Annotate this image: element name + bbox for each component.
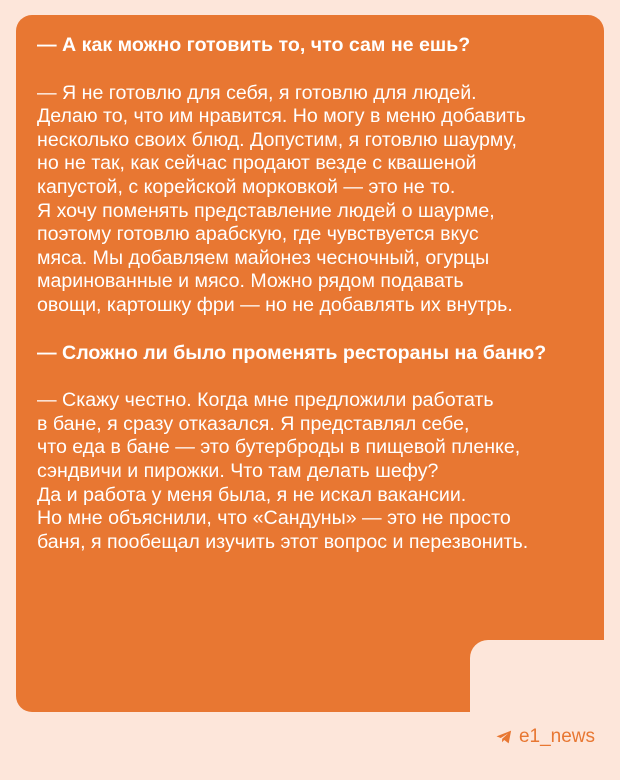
answer-1 [37,82,597,318]
channel-handle: e1_news [518,726,596,747]
answer-2-line: баня, я пообещал изучить этот вопрос и перезвонить. [37,530,529,553]
answer-2-line: Да и работа у меня была, я не искал вакансии. [37,483,467,506]
channel-badge[interactable] [470,712,620,762]
answer-2-line: в бане, я сразу отказался. Я представлял себе, [37,412,470,435]
interview-content [37,34,597,554]
answer-2-line: что еда в бане — это бутерброды в пищевой пленке, [37,436,521,459]
answer-1-line: капустой, с корейской морковкой — это не то. [37,175,456,198]
answer-1-line: овощи, картошку фри — но не добавлять их внутрь. [37,293,513,316]
answer-1-line: мяса. Мы добавляем майонез чесночный, огурцы [37,246,490,269]
answer-2-line: сэндвичи и пирожки. Что там делать шефу? [37,459,439,482]
answer-2-line: — Скажу честно. Когда мне предложили работать [37,389,494,412]
question-2: — Сложно ли было променять рестораны на баню? [37,341,547,364]
answer-1-line: несколько своих блюд. Допустим, я готовлю шаурму, [37,128,517,151]
answer-1-line: Делаю то, что им нравится. Но могу в меню добавить [37,105,526,128]
answer-1-line: но не так, как сейчас продают везде с квашеной [37,152,477,175]
answer-1-line: поэтому готовлю арабскую, где чувствуется вкус [37,223,479,246]
answer-1-line: маринованные и мясо. Можно рядом подавать [37,270,464,293]
answer-1-line: — Я не готовлю для себя, я готовлю для людей. [37,81,477,104]
answer-2-line: Но мне объяснили, что «Сандуны» — это не просто [37,507,511,530]
telegram-icon [495,728,513,746]
question-1: — А как можно готовить то, что сам не ешь? [37,34,471,56]
answer-1-line: Я хочу поменять представление людей о шаурме, [37,199,495,222]
answer-2 [37,389,597,554]
